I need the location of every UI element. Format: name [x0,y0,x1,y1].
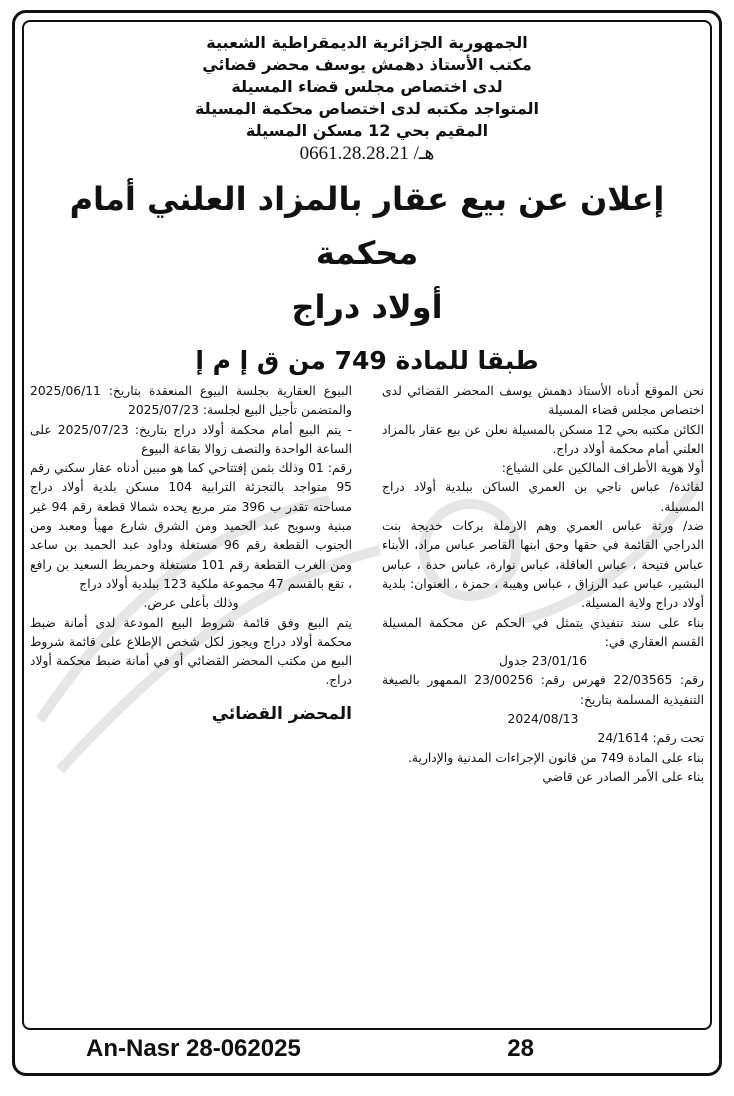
header-line-office: مكتب الأستاذ دهمش يوسف محضر قضائي [202,55,532,74]
paragraph: يتم البيع وفق قائمة شروط البيع المودعة لدى أمانة ضبط محكمة أولاد دراج ويجوز لكل شخص الإطلاع على قائمة شروط البيع من مكتب المحضر القضائي أو في أمانة ضبط محكمة أولاد دراج. [30,615,352,688]
header-line-address: المقيم بحي 12 مسكن المسيلة [245,121,489,140]
paragraph: رقم: 01 وذلك بثمن إفتتاحي كما هو مبين أدناه عقار سكني رقم 95 متواجد بالتجزئة الترابية 104 مسكن بلدية أولاد دراج مساحته تقدر ب 396 متر مربع يحده شمالا قطعة رقم 94 غير مبنية وسويح عبد الحميد ومن الشرق شارع مهيأ ومعبد ومن الجنوب القطعة رقم 96 مستغلة وداود عبد الحميد بن ساعد ومن الغرب القطعة رقم 101 مستغلة وحمريط السعيد بن رافع ، تقع بالقسم 47 مجموعة ملكية 123 ببلدية أولاد دراج [30,461,353,591]
announcement-title [30,172,704,334]
paragraph: بناء على سند تنفيذي يتمثل في الحكم عن محكمة المسيلة القسم العقاري في: [382,615,704,649]
header-line-republic: الجمهورية الجزائرية الديمقراطية الشعبية [206,33,528,52]
page-footer [64,1030,664,1068]
signature: المحضر القضائي [211,703,352,724]
right-column [382,382,704,787]
paragraph: نحن الموقع أدناه الأستاذ دهمش يوسف المحضر القضائي لدى اختصاص مجلس قضاء المسيلة [382,384,704,418]
paragraph: بناء على الأمر الصادر عن قاضي [542,769,704,784]
title-line-2: أولاد دراج [291,288,443,326]
office-header [30,32,704,166]
paragraph: وذلك بأعلى عرض. [143,596,239,611]
header-line-court: المتواجد مكتبه لدى اختصاص محكمة المسيلة [194,99,540,118]
announcement-subtitle: طبقا للمادة 749 من ق إ م إ [195,346,539,375]
header-line-jurisdiction: لدى اختصاص مجلس قضاء المسيلة [231,77,503,96]
paragraph: أولا هوية الأطراف المالكين على الشياع: [501,461,704,476]
header-phone: هـ/ 0661.28.28.21 [299,143,435,164]
paragraph: البيوع العقارية بجلسة البيوع المنعقدة بتاريخ: 2025/06/11 والمتضمن تأجيل البيع لجلسة: 2025/07/23 [30,384,352,418]
left-column [30,382,352,787]
paragraph: 2024/08/13 [507,712,579,727]
paragraph: تحت رقم: 24/1614 [597,731,704,746]
paragraph: الكائن مكتبه بحي 12 مسكن بالمسيلة نعلن عن بيع عقار بالمزاد العلني أمام محكمة أولاد دراج. [382,422,704,456]
paragraph: - يتم البيع أمام محكمة أولاد دراج بتاريخ: 2025/07/23 على الساعة الواحدة والنصف زوالا بقاعة البيوع [30,422,352,456]
paragraph: رقم: 22/03565 فهرس رقم: 23/00256 الممهور بالصيغة التنفيذية المسلمة بتاريخ: [382,673,704,707]
title-line-1: إعلان عن بيع عقار بالمزاد العلني أمام محكمة [69,180,665,272]
page-number: 28 [507,1035,534,1062]
announcement-content [30,26,704,1026]
paragraph: ضد/ ورثة عباس العمري وهم الارملة بركات خديجة بنت الدراجي القائمة في حقها وحق ابنها القاصر عباس مراد، الأبناء عباس فتيحة ، عباس العاقلة، عباس نوارة، عباس حدة ، عباس البشير، عباس عبد الرزاق ، عباس وهيبة ، حمزة ، العنوان: بلدية أولاد دراج ولاية المسيلة. [382,519,704,611]
paragraph: بناء على المادة 749 من قانون الإجراءات المدنية والإدارية. [408,750,704,765]
paragraph: 23/01/16 جدول [498,654,588,669]
paragraph: لفائدة/ عباس ناجي بن العمري الساكن ببلدية أولاد دراج المسيلة. [382,480,704,514]
body-columns [30,382,704,787]
publication-info: An-Nasr 28-062025 [86,1035,301,1062]
